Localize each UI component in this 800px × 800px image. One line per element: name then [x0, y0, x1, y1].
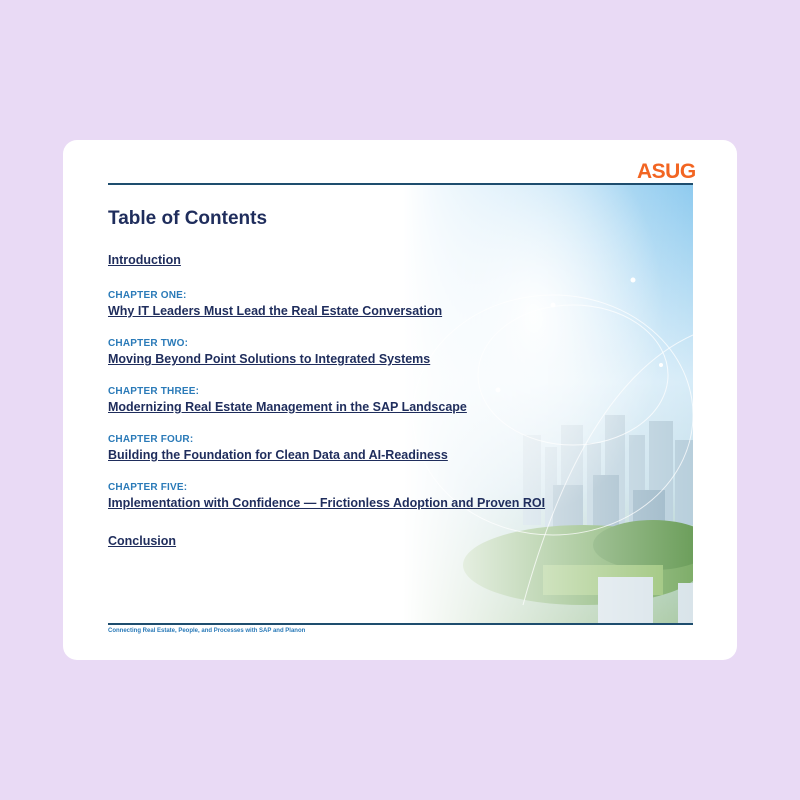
toc-entry-chapter-three — [108, 386, 467, 414]
toc-link-chapter-three[interactable]: Modernizing Real Estate Management in the SAP Landscape — [108, 400, 467, 414]
toc-entry-conclusion — [108, 534, 176, 548]
toc-link-chapter-one[interactable]: Why IT Leaders Must Lead the Real Estate Conversation — [108, 304, 443, 318]
toc-link-chapter-five[interactable]: Implementation with Confidence — Frictionless Adoption and Proven ROI — [108, 496, 546, 510]
toc-entry-chapter-five — [108, 482, 545, 510]
chapter-label: CHAPTER TWO: — [108, 338, 189, 349]
toc-entry-chapter-two — [108, 338, 430, 366]
page-title: Table of Contents — [108, 208, 268, 229]
footer-text: Connecting Real Estate, People, and Processes with SAP and Planon — [108, 628, 306, 634]
footer-rule — [108, 623, 693, 625]
chapter-label: CHAPTER FIVE: — [108, 482, 188, 493]
chapter-label: CHAPTER ONE: — [108, 290, 187, 301]
toc-link-conclusion[interactable]: Conclusion — [108, 534, 177, 548]
asug-logo: ASUG — [637, 160, 696, 183]
chapter-label: CHAPTER FOUR: — [108, 434, 194, 445]
chapter-label: CHAPTER THREE: — [108, 386, 200, 397]
document-page — [63, 140, 737, 660]
toc-link-chapter-two[interactable]: Moving Beyond Point Solutions to Integrated Systems — [108, 352, 431, 366]
toc-entry-chapter-one — [108, 290, 442, 318]
toc-entry-introduction — [108, 253, 181, 267]
toc-link-introduction[interactable]: Introduction — [108, 253, 181, 267]
toc-link-chapter-four[interactable]: Building the Foundation for Clean Data and AI-Readiness — [108, 448, 448, 462]
toc-entry-chapter-four — [108, 434, 448, 462]
